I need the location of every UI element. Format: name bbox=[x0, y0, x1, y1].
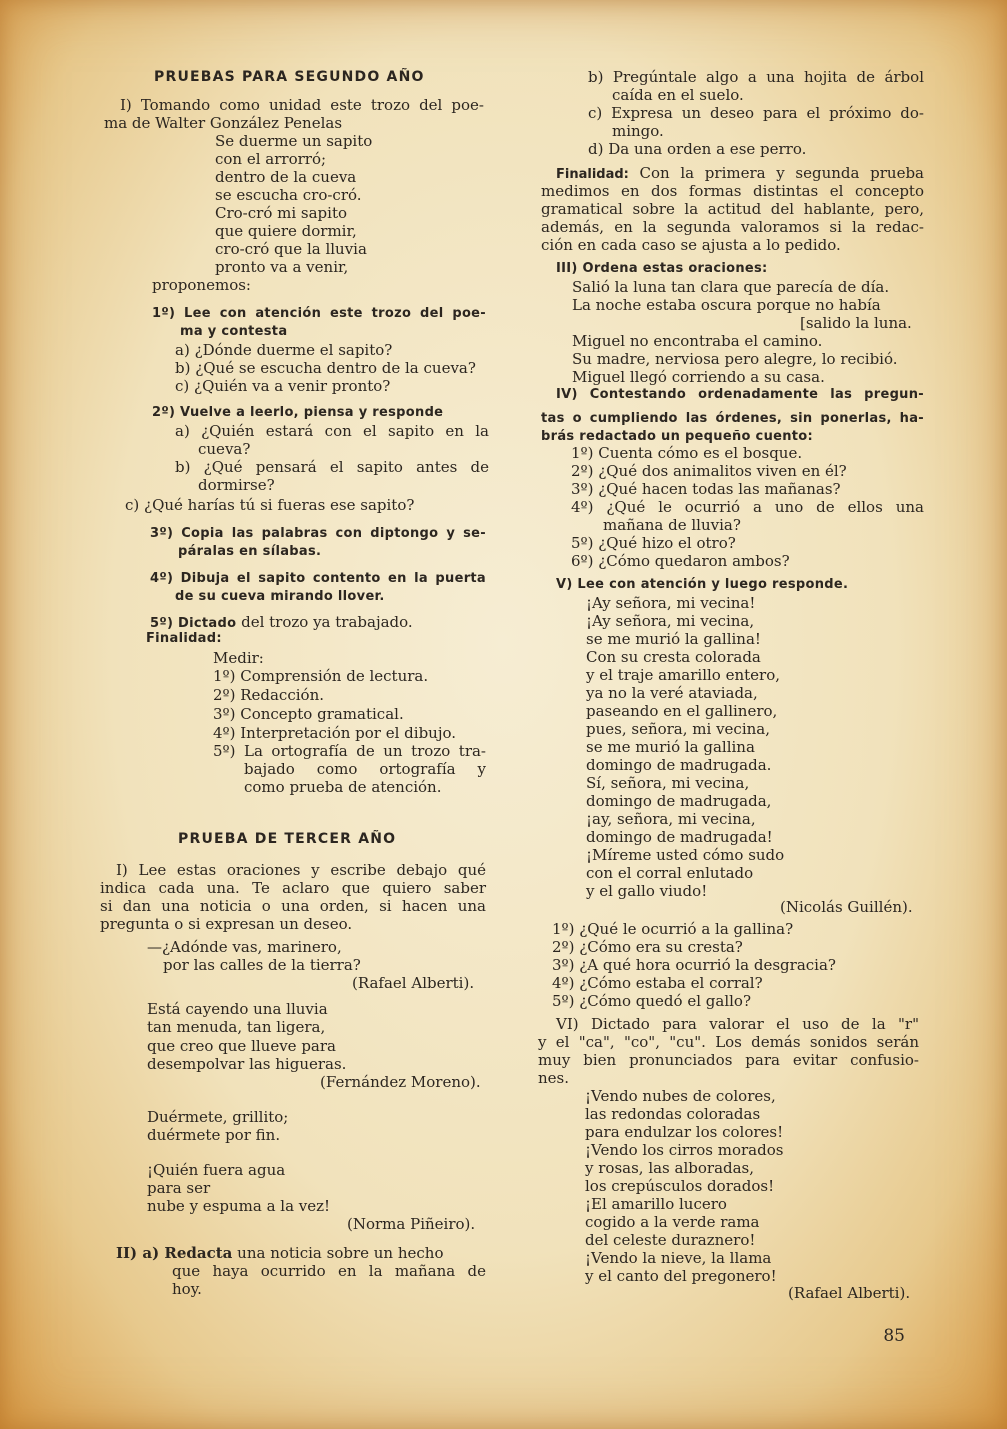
citation: (Nicolás Guillén). bbox=[780, 898, 913, 916]
line-item: que quiere dormir, bbox=[215, 222, 357, 240]
text-line: nes. bbox=[538, 1069, 570, 1087]
citation: (Norma Piñeiro). bbox=[347, 1215, 476, 1233]
line-item: las redondas coloradas bbox=[585, 1105, 761, 1123]
line-item: desempolvar las higueras. bbox=[147, 1054, 347, 1073]
line-item: ¡Ay señora, mi vecina! bbox=[586, 594, 756, 612]
text-line: hoy. bbox=[172, 1280, 202, 1298]
text-line: medimos en dos formas distintas el concepto bbox=[541, 182, 924, 200]
line-item: y el traje amarillo entero, bbox=[586, 666, 781, 684]
text-line: gramatical sobre la actitud del hablante, pero, bbox=[541, 200, 924, 218]
line-item: los crepúsculos dorados! bbox=[585, 1177, 775, 1195]
line-item: Salió la luna tan clara que parecía de día. bbox=[572, 278, 890, 296]
line-item: Está cayendo una lluvia bbox=[147, 1000, 328, 1018]
text-line: 5º) La ortografía de un trozo tra- bbox=[213, 742, 486, 760]
line-item: paseando en el gallinero, bbox=[586, 702, 778, 720]
line-item: Miguel no encontraba el camino. bbox=[572, 332, 823, 350]
line-item: 2º) ¿Cómo era su cresta? bbox=[552, 938, 743, 956]
line-item: del celeste duraznero! bbox=[585, 1231, 756, 1249]
text-line: proponemos: bbox=[152, 276, 251, 294]
text-line: bajado como ortografía y bbox=[244, 760, 486, 778]
line-item: pronto va a venir, bbox=[215, 258, 349, 276]
line-item: y el gallo viudo! bbox=[586, 882, 708, 900]
text-span: una noticia sobre un hecho bbox=[232, 1244, 444, 1262]
line-item: ¡El amarillo lucero bbox=[585, 1195, 727, 1213]
line-item: b) ¿Qué se escucha dentro de la cueva? bbox=[175, 359, 476, 377]
line-item: 1º) Cuenta cómo es el bosque. bbox=[571, 444, 803, 462]
line-item: para ser bbox=[147, 1179, 211, 1197]
text-line: mingo. bbox=[612, 122, 664, 140]
line-item: que creo que llueve para bbox=[147, 1036, 336, 1055]
page-number: 85 bbox=[883, 1326, 905, 1346]
line-item: 6º) ¿Cómo quedaron ambos? bbox=[571, 552, 790, 570]
line-item: 5º) ¿Cómo quedó el gallo? bbox=[552, 992, 751, 1010]
question-heading: 3º) Copia las palabras con diptongo y se- bbox=[150, 526, 486, 541]
line-item: domingo de madrugada. bbox=[586, 756, 772, 774]
line-item: y el canto del pregonero! bbox=[585, 1267, 777, 1285]
line-item: 1º) Comprensión de lectura. bbox=[213, 667, 429, 685]
text-line: pregunta o si expresan un deseo. bbox=[100, 915, 353, 933]
text-line: Medir: bbox=[213, 649, 264, 667]
line-item: se me murió la gallina bbox=[586, 738, 755, 756]
text-line: cueva? bbox=[198, 440, 251, 458]
line-item: ¡ay, señora, mi vecina, bbox=[586, 810, 756, 828]
text-line: c) Expresa un deseo para el próximo do- bbox=[588, 104, 924, 122]
text-line: ción en cada caso se ajusta a lo pedido. bbox=[541, 236, 841, 254]
text-span: del trozo ya trabajado. bbox=[236, 613, 413, 631]
question-heading: IV) Contestando ordenadamente las pregun- bbox=[556, 387, 924, 402]
text-line: a) ¿Quién estará con el sapito en la bbox=[175, 422, 489, 440]
line-item: dentro de la cueva bbox=[215, 168, 357, 186]
line-item: ¡Ay señora, mi vecina, bbox=[586, 612, 755, 630]
line-item: y rosas, las alboradas, bbox=[585, 1159, 755, 1177]
text-line: I) Tomando como unidad este trozo del poe- bbox=[120, 96, 484, 114]
question-heading: páralas en sílabas. bbox=[178, 544, 322, 559]
line-item: Su madre, nerviosa pero alegre, lo recibió. bbox=[572, 350, 898, 368]
line-item: con el corral enlutado bbox=[586, 864, 754, 882]
line-item: 3º) ¿Qué hacen todas las mañanas? bbox=[571, 480, 841, 498]
text-line: [salido la luna. bbox=[800, 314, 912, 332]
heading-tercer-ano: PRUEBA DE TERCER AÑO bbox=[178, 831, 397, 847]
line-item: ¡Vendo los cirros morados bbox=[585, 1141, 784, 1159]
text-line: b) ¿Qué pensará el sapito antes de bbox=[175, 458, 489, 476]
question-heading: ma y contesta bbox=[180, 324, 288, 339]
citation: (Rafael Alberti). bbox=[352, 974, 475, 992]
line-item: La noche estaba oscura porque no había bbox=[572, 296, 881, 314]
text-line: como prueba de atención. bbox=[244, 778, 442, 796]
line-item: 1º) ¿Qué le ocurrió a la gallina? bbox=[552, 920, 794, 938]
line-item: Con su cresta colorada bbox=[586, 648, 761, 666]
text-line: d) Da una orden a ese perro. bbox=[588, 140, 807, 158]
text-line: VI) Dictado para valorar el uso de la "r" bbox=[556, 1015, 919, 1033]
text-line: I) Lee estas oraciones y escribe debajo qué bbox=[116, 861, 486, 879]
line-item: domingo de madrugada, bbox=[586, 792, 772, 810]
text-line: dormirse? bbox=[198, 476, 275, 494]
line-item: con el arrorró; bbox=[215, 150, 327, 168]
line-item: ¡Quién fuera agua bbox=[147, 1161, 286, 1179]
line-item: tan menuda, tan ligera, bbox=[147, 1018, 326, 1037]
question-heading: 4º) Dibuja el sapito contento en la puerta bbox=[150, 571, 486, 586]
citation: (Fernández Moreno). bbox=[320, 1073, 481, 1091]
line-item: domingo de madrugada! bbox=[586, 828, 773, 846]
text-line: 4º) ¿Qué le ocurrió a uno de ellos una bbox=[571, 498, 924, 516]
line-item: cro-cró que la lluvia bbox=[215, 240, 367, 258]
question-heading: tas o cumpliendo las órdenes, sin ponerlas, ha- bbox=[541, 411, 924, 426]
text-line: indica cada una. Te aclaro que quiero saber bbox=[100, 879, 486, 897]
line-item: 5º) ¿Qué hizo el otro? bbox=[571, 534, 736, 552]
line-item: ¡Vendo la nieve, la llama bbox=[585, 1249, 772, 1267]
text-line: ma de Walter González Penelas bbox=[104, 114, 343, 132]
line-item: Se duerme un sapito bbox=[215, 132, 373, 150]
text-span: Con la primera y segunda prueba bbox=[628, 164, 924, 182]
text-line: si dan una noticia o una orden, si hacen una bbox=[100, 897, 486, 915]
finalidad-label: Finalidad: bbox=[146, 631, 222, 646]
line-item: ya no la veré ataviada, bbox=[586, 684, 758, 702]
line-item: 4º) Interpretación por el dibujo. bbox=[213, 724, 457, 742]
text-line: mañana de lluvia? bbox=[603, 516, 741, 534]
line-item: pues, señora, mi vecina, bbox=[586, 720, 770, 738]
verse-line: por las calles de la tierra? bbox=[163, 956, 361, 974]
text-line: muy bien pronunciados para evitar confusio- bbox=[538, 1051, 919, 1069]
line-item: se me murió la gallina! bbox=[586, 630, 761, 648]
line-item: se escucha cro-cró. bbox=[215, 186, 362, 204]
line-item: 4º) ¿Cómo estaba el corral? bbox=[552, 974, 763, 992]
line-item: Cro-cró mi sapito bbox=[215, 204, 348, 222]
heading-segundo-ano: PRUEBAS PARA SEGUNDO AÑO bbox=[154, 69, 425, 85]
line-item: duérmete por fin. bbox=[147, 1126, 281, 1144]
verse-line: —¿Adónde vas, marinero, bbox=[147, 938, 342, 956]
text-line: además, en la segunda valoramos si la redac- bbox=[541, 218, 924, 236]
text-line: y el "ca", "co", "cu". Los demás sonidos serán bbox=[538, 1033, 919, 1051]
text-line: caída en el suelo. bbox=[612, 86, 744, 104]
line-item: 2º) Redacción. bbox=[213, 686, 324, 704]
line-item: a) ¿Dónde duerme el sapito? bbox=[175, 341, 393, 359]
text-line bbox=[116, 1244, 443, 1262]
line-item: nube y espuma a la vez! bbox=[147, 1197, 331, 1215]
line-item: ¡Vendo nubes de colores, bbox=[585, 1087, 776, 1105]
citation: (Rafael Alberti). bbox=[788, 1284, 911, 1302]
question-heading: brás redactado un pequeño cuento: bbox=[541, 429, 814, 444]
line-item: Miguel llegó corriendo a su casa. bbox=[572, 368, 825, 386]
text-span: II) a) Redacta bbox=[116, 1244, 233, 1262]
bold-term: 5º) Dictado bbox=[150, 616, 237, 631]
line-item: para endulzar los colores! bbox=[585, 1123, 784, 1141]
question-heading: 2º) Vuelve a leerlo, piensa y responde bbox=[152, 405, 444, 420]
line-item: Duérmete, grillito; bbox=[147, 1108, 289, 1126]
text-line: b) Pregúntale algo a una hojita de árbol bbox=[588, 68, 924, 86]
question-heading: de su cueva mirando llover. bbox=[175, 589, 385, 604]
line-item: Sí, señora, mi vecina, bbox=[586, 774, 750, 792]
question-heading: III) Ordena estas oraciones: bbox=[556, 261, 768, 276]
text-line: c) ¿Qué harías tú si fueras ese sapito? bbox=[125, 496, 415, 514]
text-line bbox=[556, 164, 924, 184]
question-heading: V) Lee con atención y luego responde. bbox=[556, 577, 849, 592]
line-item: ¡Míreme usted cómo sudo bbox=[586, 846, 785, 864]
line-item: 3º) Concepto gramatical. bbox=[213, 705, 404, 723]
bold-term: Finalidad: bbox=[556, 167, 629, 182]
question-heading: 1º) Lee con atención este trozo del poe- bbox=[152, 306, 486, 321]
line-item: 2º) ¿Qué dos animalitos viven en él? bbox=[571, 462, 847, 480]
text-line: que haya ocurrido en la mañana de bbox=[172, 1262, 486, 1280]
line-item: 3º) ¿A qué hora ocurrió la desgracia? bbox=[552, 956, 836, 974]
line-item: c) ¿Quién va a venir pronto? bbox=[175, 377, 391, 395]
line-item: cogido a la verde rama bbox=[585, 1213, 760, 1231]
